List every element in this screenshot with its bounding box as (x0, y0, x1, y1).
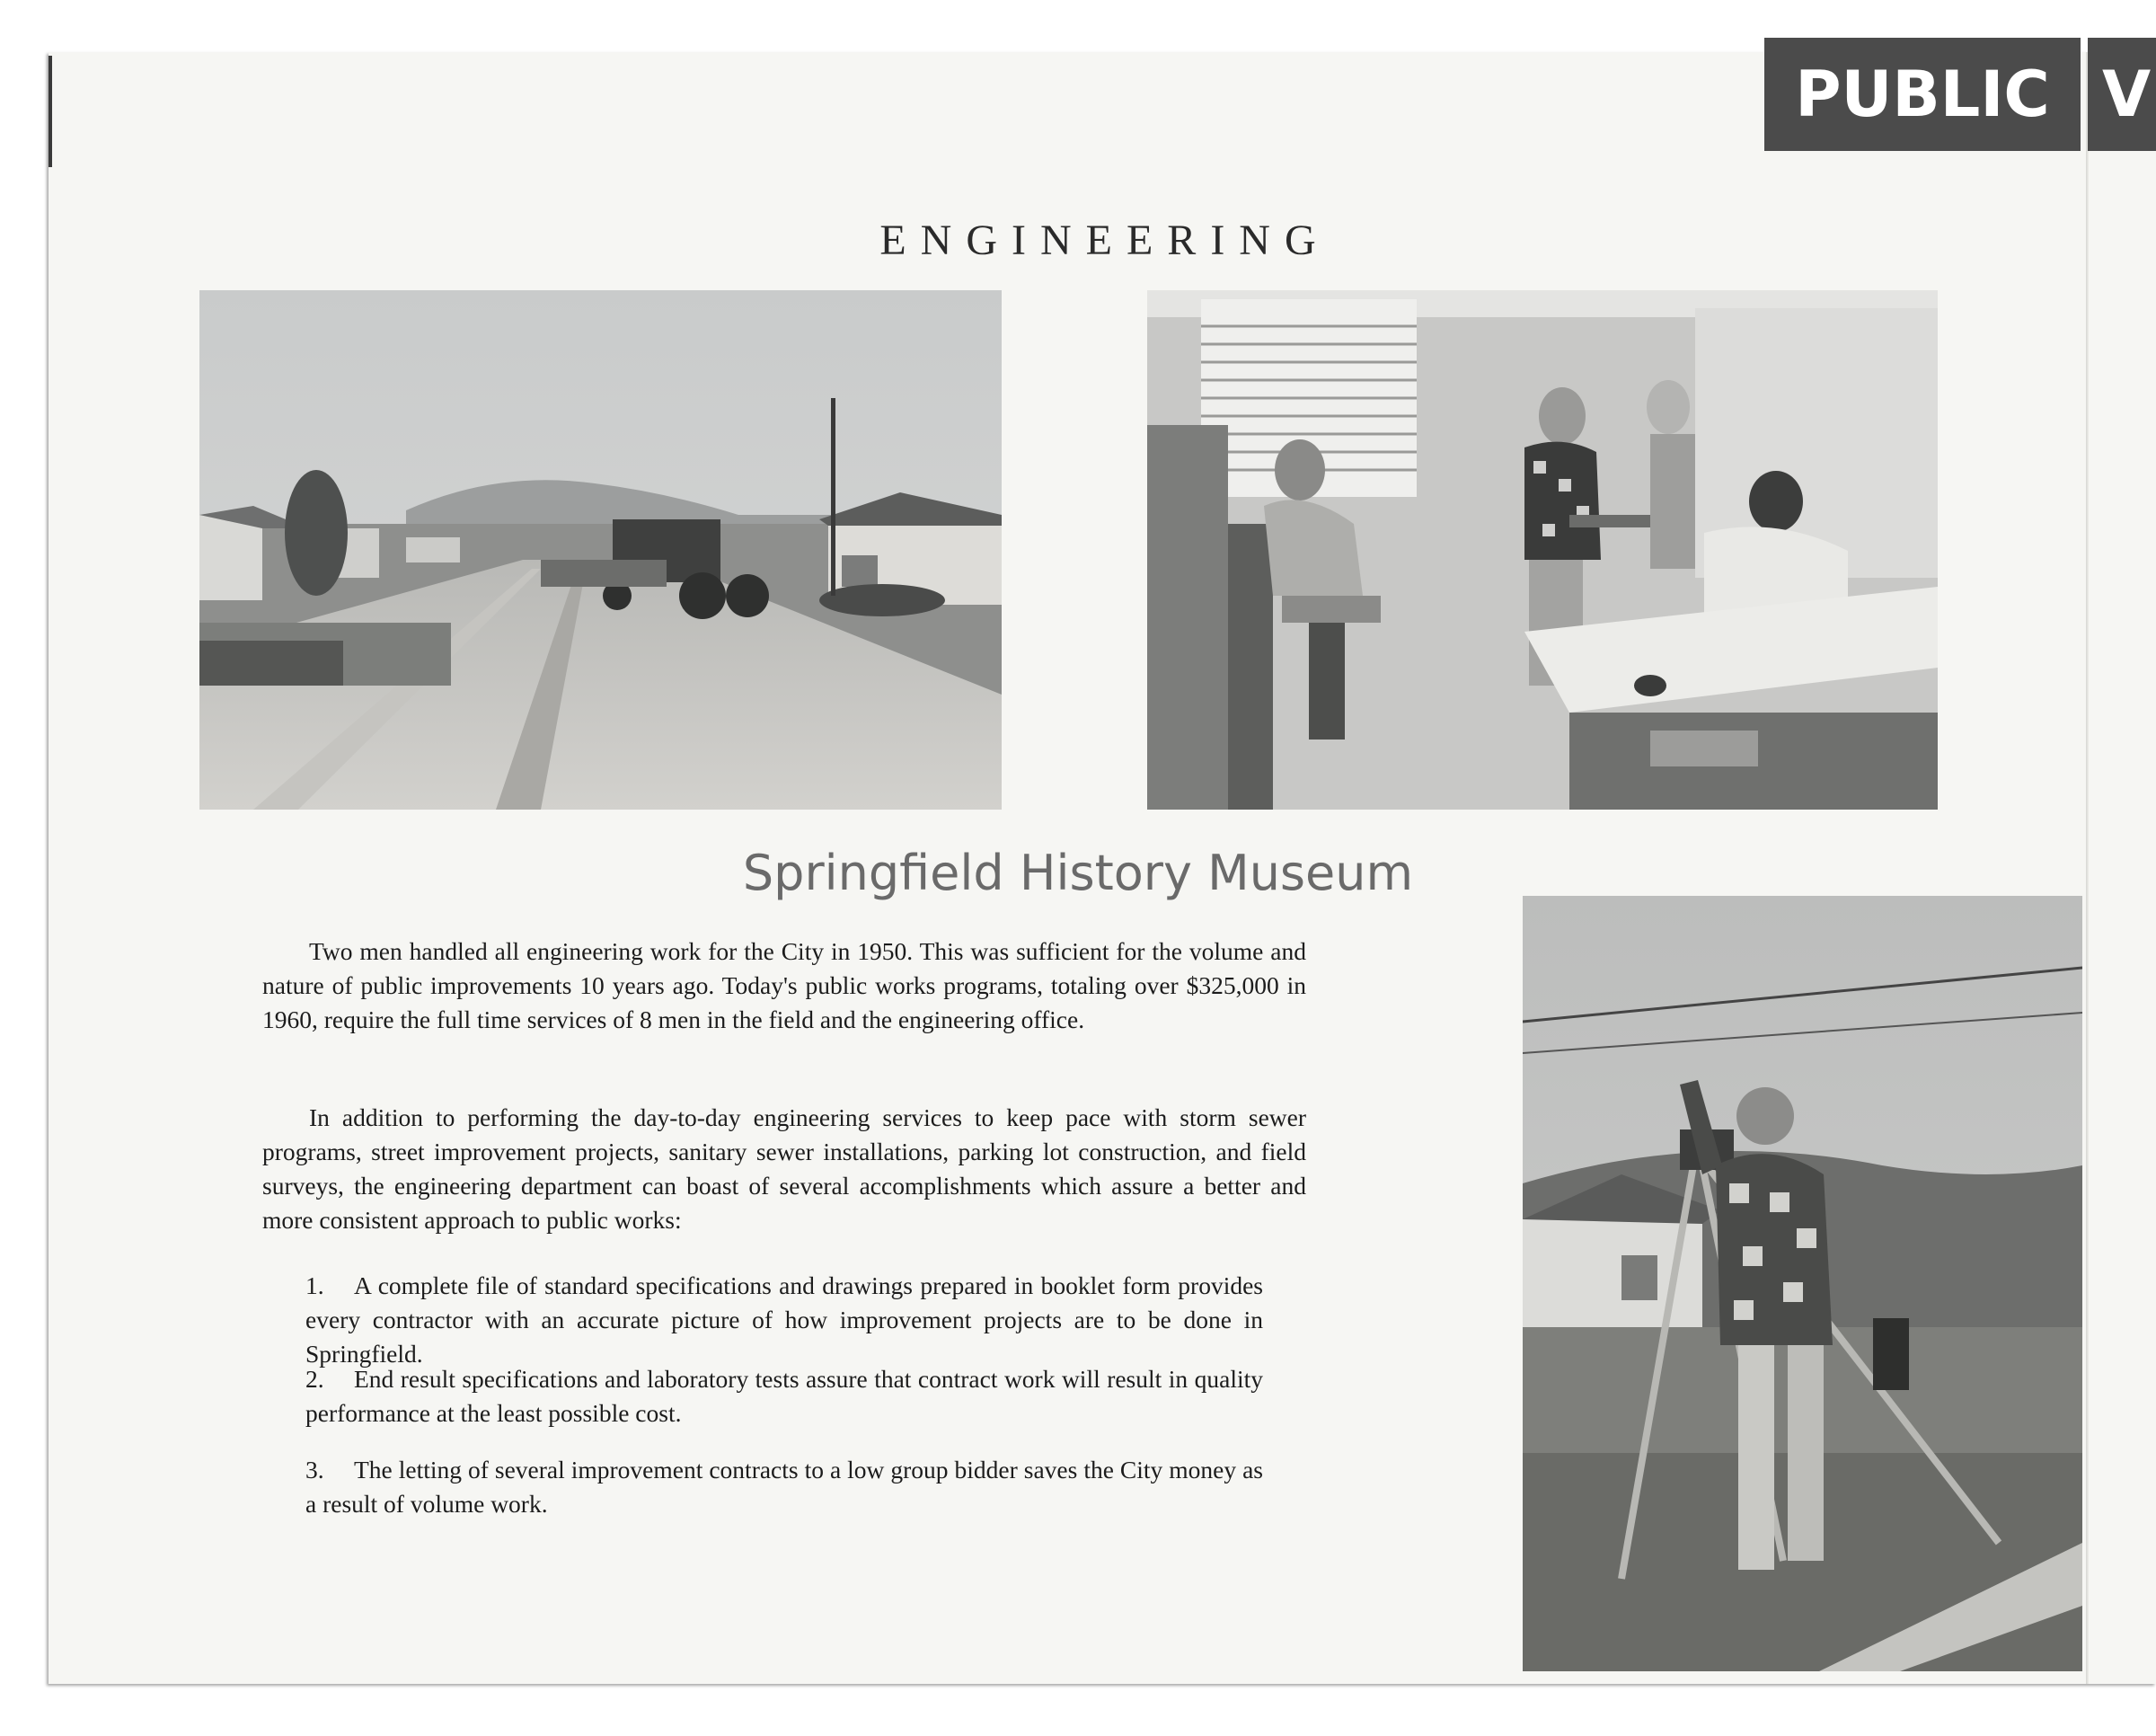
list-item (305, 1362, 1263, 1430)
road-grading-photo (199, 290, 1002, 810)
museum-watermark: Springfield History Museum (742, 845, 1414, 901)
section-title: ENGINEERING (879, 217, 1330, 264)
paragraph-2-text: In addition to performing the day-to-day engineering services to keep pace with storm sewer programs, street improvement projects, sanitary sewer installations, parking lot construction, and field surveys, the engineering department can boast of several accomplishments which assure a better and more consistent approach to public works: (262, 1103, 1306, 1234)
paragraph-staffing (262, 934, 1306, 1037)
surveyor-photo (1523, 896, 2082, 1671)
paragraph-1-text: Two men handled all engineering work for the City in 1950. This was sufficient for the volume and nature of public improvements 10 years ago. Today's public works programs, totaling over $325,000 in 1960, require the full time services of 8 men in the field and the engineering office. (262, 937, 1306, 1033)
header-tab-next (2088, 38, 2156, 151)
paragraph-accomplishments (262, 1101, 1306, 1237)
list-item-text: A complete file of standard specifications and drawings prepared in booklet form provides every contractor with an accurate picture of how improvement projects are to be done in Springfield. (305, 1271, 1263, 1368)
list-item-number: 2. (305, 1365, 324, 1393)
header-tab-public (1764, 38, 2081, 151)
list-item-text: End result specifications and laboratory tests assure that contract work will result in quality performance at the least possible cost. (305, 1365, 1263, 1427)
header-tab-public-label: PUBLIC (1795, 58, 2050, 131)
engineering-office-photo (1147, 290, 1938, 810)
page-edge (49, 56, 52, 167)
list-item-number: 1. (305, 1271, 324, 1299)
list-item-text: The letting of several improvement contracts to a low group bidder saves the City money as a result of volume work. (305, 1456, 1263, 1518)
list-item-number: 3. (305, 1456, 324, 1484)
list-item (305, 1453, 1263, 1521)
header-tab-next-label: V (2102, 58, 2152, 131)
list-item (305, 1269, 1263, 1371)
